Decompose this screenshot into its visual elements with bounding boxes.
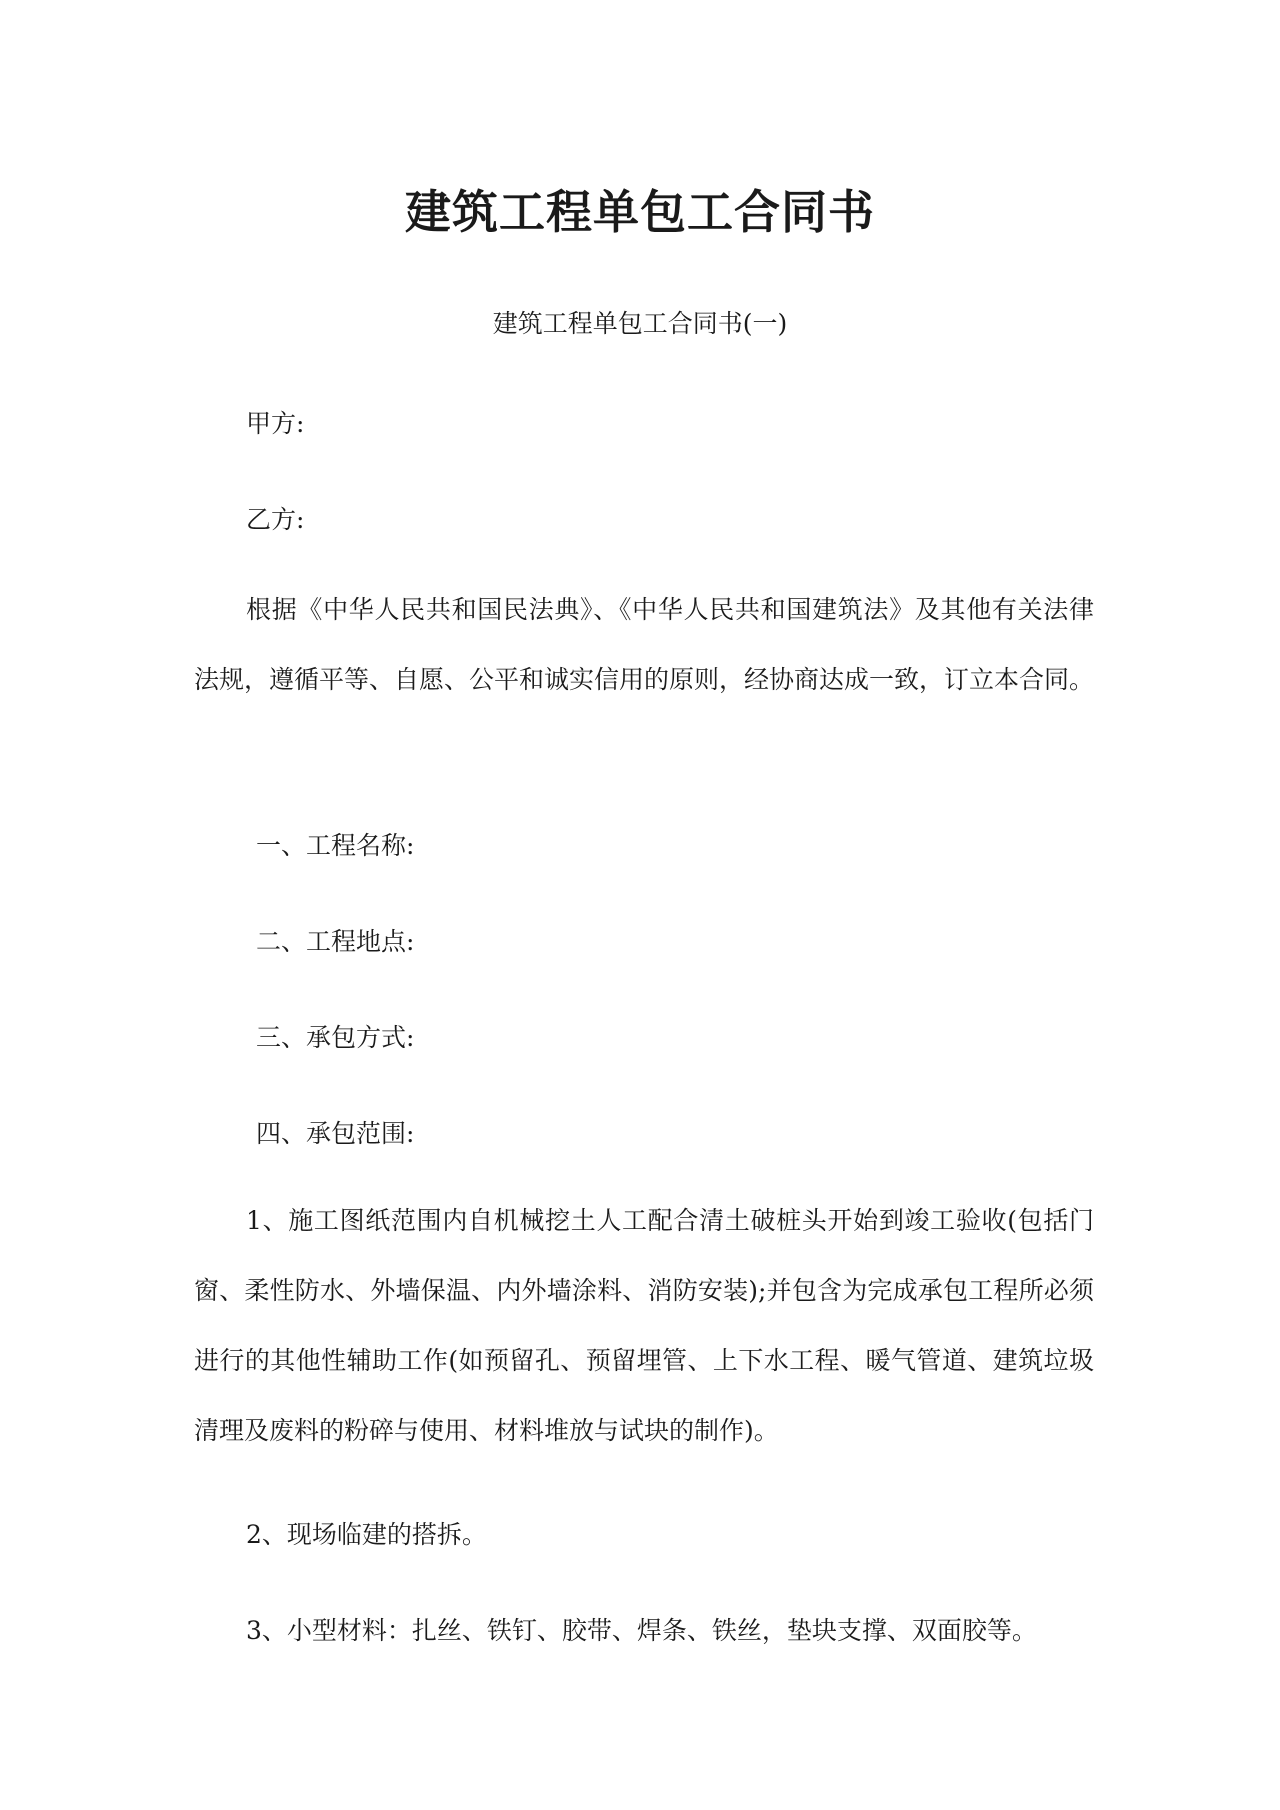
scope-item-1: 1、施工图纸范围内自机械挖土人工配合清土破桩头开始到竣工验收(包括门窗、柔性防水、外墙保温、内外墙涂料、消防安装);并包含为完成承包工程所必须进行的其他性辅助工作(如预留孔、预留埋管、上下水工程、暖气管道、建筑垃圾清理及废料的粉碎与使用、材料堆放与试块的制作)。 bbox=[194, 1206, 1094, 1445]
party-b-label: 乙方: bbox=[246, 505, 305, 534]
document-title: 建筑工程单包工合同书 bbox=[405, 185, 875, 239]
section-contract-method: 三、承包方式: bbox=[256, 1023, 415, 1052]
scope-item-3: 3、小型材料：扎丝、铁钉、胶带、焊条、铁丝，垫块支撑、双面胶等。 bbox=[246, 1616, 1037, 1645]
section-project-location: 二、工程地点: bbox=[256, 927, 415, 956]
document-subtitle: 建筑工程单包工合同书(一) bbox=[492, 309, 788, 338]
party-a-label: 甲方: bbox=[246, 409, 305, 438]
preamble-paragraph: 根据《中华人民共和国民法典》、《中华人民共和国建筑法》及其他有关法律法规，遵循平等、自愿、公平和诚实信用的原则，经协商达成一致，订立本合同。 bbox=[194, 595, 1095, 694]
section-contract-scope: 四、承包范围: bbox=[256, 1119, 415, 1148]
section-project-name: 一、工程名称: bbox=[256, 831, 415, 860]
scope-item-2: 2、现场临建的搭拆。 bbox=[246, 1520, 487, 1549]
